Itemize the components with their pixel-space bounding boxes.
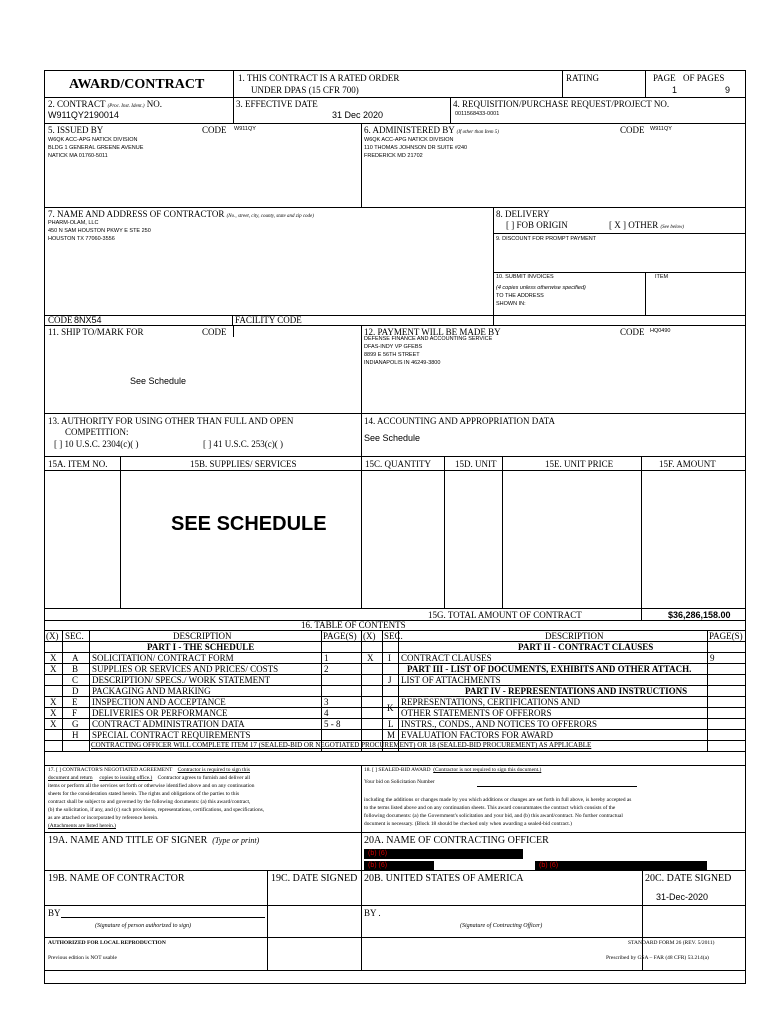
authority-option-41usc[interactable]: [ ] 41 U.S.C. 253(c)( ) <box>203 439 283 449</box>
col-amount: 15F. AMOUNT <box>659 459 716 469</box>
date-signed-19c-label: 19C. DATE SIGNED <box>271 873 358 884</box>
total-amount-value: $36,286,158.00 <box>668 610 731 620</box>
item18-text: to the terms listed above and on any continuation sheets. This award consummates the contract which consists of the <box>364 805 616 811</box>
ship-to-label: 11. SHIP TO/MARK FOR <box>48 327 144 337</box>
toc-desc: SPECIAL CONTRACT REQUIREMENTS <box>92 730 251 740</box>
toc-part-4: PART IV - REPRESENTATIONS AND INSTRUCTIONS <box>465 686 688 696</box>
toc-sec: E <box>72 697 78 707</box>
usa-label: 20B. UNITED STATES OF AMERICA <box>364 873 524 884</box>
item18-line1: 18. [ ] SEALED-BID AWARD (Contractor is not required to sign this document.) <box>364 767 542 773</box>
date-signed-value: 31-Dec-2020 <box>656 892 709 902</box>
payment-line: INDIANAPOLIS IN 46249-3800 <box>364 360 441 366</box>
col-supplies-services: 15B. SUPPLIES/ SERVICES <box>190 459 297 469</box>
authorized-reproduction: AUTHORIZED FOR LOCAL REPRODUCTION <box>48 940 166 946</box>
authority-label: 13. AUTHORITY FOR USING OTHER THAN FULL AND OPEN <box>48 416 294 426</box>
item18-line2: Your bid on Solicitation Number <box>364 779 435 785</box>
toc-desc: REPRESENTATIONS, CERTIFICATIONS AND <box>401 697 581 707</box>
item18-text: document is necessary. (Block 18 should be checked only when awarding a sealed-bid contract.) <box>364 821 572 827</box>
administered-by-code-label: CODE <box>620 125 645 135</box>
col-unit-price: 15E. UNIT PRICE <box>545 459 614 469</box>
item17-text: items or perform all the services set forth or otherwise identified above and on any continuation <box>48 783 255 789</box>
administered-by-line: W6QK ACC-APG NATICK DIVISION <box>364 137 454 143</box>
col-item-no: 15A. ITEM NO. <box>48 459 108 469</box>
authority-label-2: COMPETITION: <box>65 427 129 437</box>
toc-check: X <box>50 719 57 729</box>
toc-sec: D <box>72 686 79 696</box>
col-quantity: 15C. QUANTITY <box>365 459 431 469</box>
toc-col-pages: PAGE(S) <box>323 631 357 641</box>
toc-sec: F <box>72 708 78 718</box>
toc-check: X <box>50 697 57 707</box>
fob-origin-checkbox[interactable]: [ ] FOB ORIGIN <box>506 220 568 230</box>
contractor-line: PHARM-OLAM, LLC <box>48 220 99 226</box>
award-contract-form <box>44 70 746 984</box>
contract-number: W911QY2190014 <box>48 110 119 120</box>
administered-by-line: 110 THOMAS JOHNSON DR SUITE #240 <box>364 145 468 151</box>
toc-title: 16. TABLE OF CONTENTS <box>301 620 406 630</box>
rating-label: RATING <box>566 73 599 83</box>
by-left-label: BY <box>48 908 61 918</box>
item17-text: sheets for the consideration stated herein. The rights and obligations of the parties to this <box>48 791 240 797</box>
issued-by-line: BLDG 1 GENERAL GREENE AVENUE <box>48 145 144 151</box>
payment-line: DFAS-INDY VP GFEBS <box>364 344 423 350</box>
toc-pages: 5 - 8 <box>324 719 341 729</box>
contractor-signature-line[interactable] <box>61 917 265 918</box>
toc-sec: H <box>72 730 79 740</box>
toc-desc: SUPPLIES OR SERVICES AND PRICES/ COSTS <box>92 664 279 674</box>
toc-pages: 4 <box>324 708 329 718</box>
toc-sec: B <box>72 664 79 674</box>
item18-text: including the additions or changes made by you which additions or changes are set forth in full above, is hereby accepted as <box>364 797 632 803</box>
toc-desc: CONTRACT ADMINISTRATION DATA <box>92 719 245 729</box>
administered-by-label: 6. ADMINISTERED BY (If other than Item 5) <box>364 125 499 135</box>
toc-pages: 9 <box>710 653 715 663</box>
item18-text: following documents: (a) the Government's solicitation and your bid, and (b) this award/contract. No further contractual <box>364 813 623 819</box>
toc-col-pages: PAGE(S) <box>709 631 743 641</box>
by-right-label: BY . <box>364 908 381 918</box>
toc-col-x: (X) <box>46 631 59 641</box>
toc-desc: DELIVERIES OR PERFORMANCE <box>92 708 228 718</box>
requisition-number: 0011568433-0001 <box>455 111 500 117</box>
item17-text: as are attached or incorporated by reference herein. <box>48 815 159 821</box>
item17-text: (b) the solicitation, if any, and (c) such provisions, representations, certifications, and specifications, <box>48 807 265 813</box>
toc-sec: K <box>387 703 394 713</box>
item17-text: contract shall be subject to and governed by the following documents: (a) this award/contract, <box>48 799 251 805</box>
toc-sec: M <box>387 730 396 740</box>
item-label: ITEM <box>655 274 669 280</box>
toc-sec: G <box>72 719 79 729</box>
contracting-officer-label: 20A. NAME OF CONTRACTING OFFICER <box>364 835 549 846</box>
rated-order-label: 1. THIS CONTRACT IS A RATED ORDER <box>238 73 400 83</box>
authority-option-10usc[interactable]: [ ] 10 U.S.C. 2304(c)( ) <box>54 439 139 449</box>
total-pages: 9 <box>725 85 731 95</box>
toc-desc: EVALUATION FACTORS FOR AWARD <box>401 730 554 740</box>
previous-edition: Previous edition is NOT usable <box>48 955 117 961</box>
toc-col-description: DESCRIPTION <box>173 631 232 641</box>
toc-part-1: PART I - THE SCHEDULE <box>147 642 255 652</box>
toc-desc: OTHER STATEMENTS OF OFFERORS <box>401 708 552 718</box>
discount-label: 9. DISCOUNT FOR PROMPT PAYMENT <box>496 236 597 242</box>
effective-date-label: 3. EFFECTIVE DATE <box>236 99 318 109</box>
toc-part-3: PART III - LIST OF DOCUMENTS, EXHIBITS AND OTHER ATTACH. <box>407 664 692 674</box>
toc-desc: CONTRACT CLAUSES <box>401 653 492 663</box>
redaction-bar: (b) (6) <box>364 861 434 870</box>
accounting-value: See Schedule <box>364 433 421 443</box>
issued-by-code-label: CODE <box>202 125 227 135</box>
effective-date: 31 Dec 2020 <box>332 110 384 120</box>
of-pages-label: OF PAGES <box>683 73 725 83</box>
toc-check: X <box>50 664 57 674</box>
toc-pages: 2 <box>324 664 329 674</box>
administered-by-code: W911QY <box>650 126 672 132</box>
contractor-code: 8NX54 <box>74 315 102 325</box>
contract-no-label: 2. CONTRACT (Proc. Inst. Ident.) NO. <box>48 99 162 109</box>
payment-line: 8899 E 56TH STREET <box>364 352 420 358</box>
item17-attachments: (Attachments are listed herein.) <box>48 823 116 829</box>
toc-col-x: (X) <box>363 631 376 641</box>
contractor-line: 450 N SAM HOUSTON PKWY E STE 250 <box>48 228 151 234</box>
toc-pages: 3 <box>324 697 329 707</box>
toc-col-sec: SEC. <box>384 631 403 641</box>
item17-line1: 17. [ ] CONTRACTOR'S NEGOTIATED AGREEMENT Contractor is required to sign this <box>48 767 250 773</box>
issued-by-line: W6QK ACC-APG NATICK DIVISION <box>48 137 138 143</box>
requisition-label: 4. REQUISITION/PURCHASE REQUEST/PROJECT NO. <box>453 99 670 109</box>
rated-order-label-2: UNDER DPAS (15 CFR 700) <box>251 85 359 95</box>
toc-footer-note: CONTRACTING OFFICER WILL COMPLETE ITEM 17 (SEALED-BID OR NEGOTIATED PROCUREMENT) OR 18 (SEALED-BID PROCUREMENT) AS APPLICABLE <box>91 741 592 749</box>
submit-invoices-label: 10. SUBMIT INVOICES <box>496 274 554 280</box>
ship-to-value: See Schedule <box>130 376 187 386</box>
officer-signature-caption: (Signature of Contracting Officer) <box>460 923 543 929</box>
toc-desc: LIST OF ATTACHMENTS <box>401 675 501 685</box>
form-title: AWARD/CONTRACT <box>69 77 205 92</box>
issued-by-line: NATICK MA 01760-5011 <box>48 153 108 159</box>
contractor-label: 7. NAME AND ADDRESS OF CONTRACTOR (No., street, city, county, state and zip code) <box>48 209 314 219</box>
contractor-signature-caption: (Signature of person authorized to sign) <box>95 923 191 929</box>
redaction-bar: (b) (6) <box>364 849 523 859</box>
submit-invoices-sub: (4 copies unless otherwise specified) <box>496 285 586 291</box>
toc-sec: I <box>388 653 391 663</box>
toc-sec: J <box>388 675 392 685</box>
payment-line: DEFENSE FINANCE AND ACCOUNTING SERVICE <box>364 336 493 342</box>
prescribed-by: Prescribed by GSA – FAR (48 CFR) 53.214(a) <box>606 955 709 961</box>
payment-code-label: CODE <box>620 327 645 337</box>
page-label: PAGE <box>653 73 676 83</box>
contractor-name-label: 19B. NAME OF CONTRACTOR <box>48 873 185 884</box>
redaction-bar: (b) (6) <box>535 861 707 870</box>
signer-label: 19A. NAME AND TITLE OF SIGNER (Type or print) <box>48 835 260 846</box>
toc-sec: L <box>388 719 394 729</box>
payment-label: 12. PAYMENT WILL BE MADE BY <box>364 327 501 337</box>
toc-check: X <box>50 708 57 718</box>
contractor-line: HOUSTON TX 77060-3556 <box>48 236 115 242</box>
facility-code-label: FACILITY CODE <box>235 315 302 325</box>
toc-desc: SOLICITATION/ CONTRACT FORM <box>92 653 234 663</box>
issued-by-code: W911QY <box>234 126 256 132</box>
ship-to-code-label: CODE <box>202 327 227 337</box>
toc-col-sec: SEC. <box>65 631 84 641</box>
shown-in: SHOWN IN: <box>496 301 526 307</box>
issued-by-label: 5. ISSUED BY <box>48 125 104 135</box>
administered-by-line: FREDERICK MD 21702 <box>364 153 423 159</box>
standard-form-number: STANDARD FORM 26 (REV. 5/2011) <box>628 940 715 946</box>
toc-part-2: PART II - CONTRACT CLAUSES <box>518 642 654 652</box>
item17-line2: document and return copies to issuing office.) Contractor agrees to furnish and deliver all <box>48 775 251 781</box>
toc-desc: INSPECTION AND ACCEPTANCE <box>92 697 226 707</box>
toc-sec: A <box>72 653 79 663</box>
total-amount-label: 15G. TOTAL AMOUNT OF CONTRACT <box>428 610 582 620</box>
toc-check: X <box>50 653 57 663</box>
accounting-label: 14. ACCOUNTING AND APPROPRIATION DATA <box>364 416 556 426</box>
toc-desc: PACKAGING AND MARKING <box>92 686 211 696</box>
page-number: 1 <box>672 85 678 95</box>
toc-pages: 1 <box>324 653 329 663</box>
toc-col-description: DESCRIPTION <box>545 631 604 641</box>
toc-sec: C <box>72 675 79 685</box>
col-unit: 15D. UNIT <box>455 459 497 469</box>
see-schedule-text: SEE SCHEDULE <box>171 513 327 535</box>
payment-code: HQ0490 <box>650 328 671 334</box>
date-signed-20c-label: 20C. DATE SIGNED <box>645 873 732 884</box>
toc-check: X <box>367 653 374 663</box>
contractor-code-label: CODE <box>48 315 73 325</box>
toc-desc: INSTRS., CONDS., AND NOTICES TO OFFERORS <box>401 719 597 729</box>
delivery-label: 8. DELIVERY <box>496 209 550 219</box>
other-checkbox[interactable]: [ X ] OTHER (See below) <box>609 220 684 230</box>
toc-desc: DESCRIPTION/ SPECS./ WORK STATEMENT <box>92 675 271 685</box>
to-the-address: TO THE ADDRESS <box>496 293 544 299</box>
